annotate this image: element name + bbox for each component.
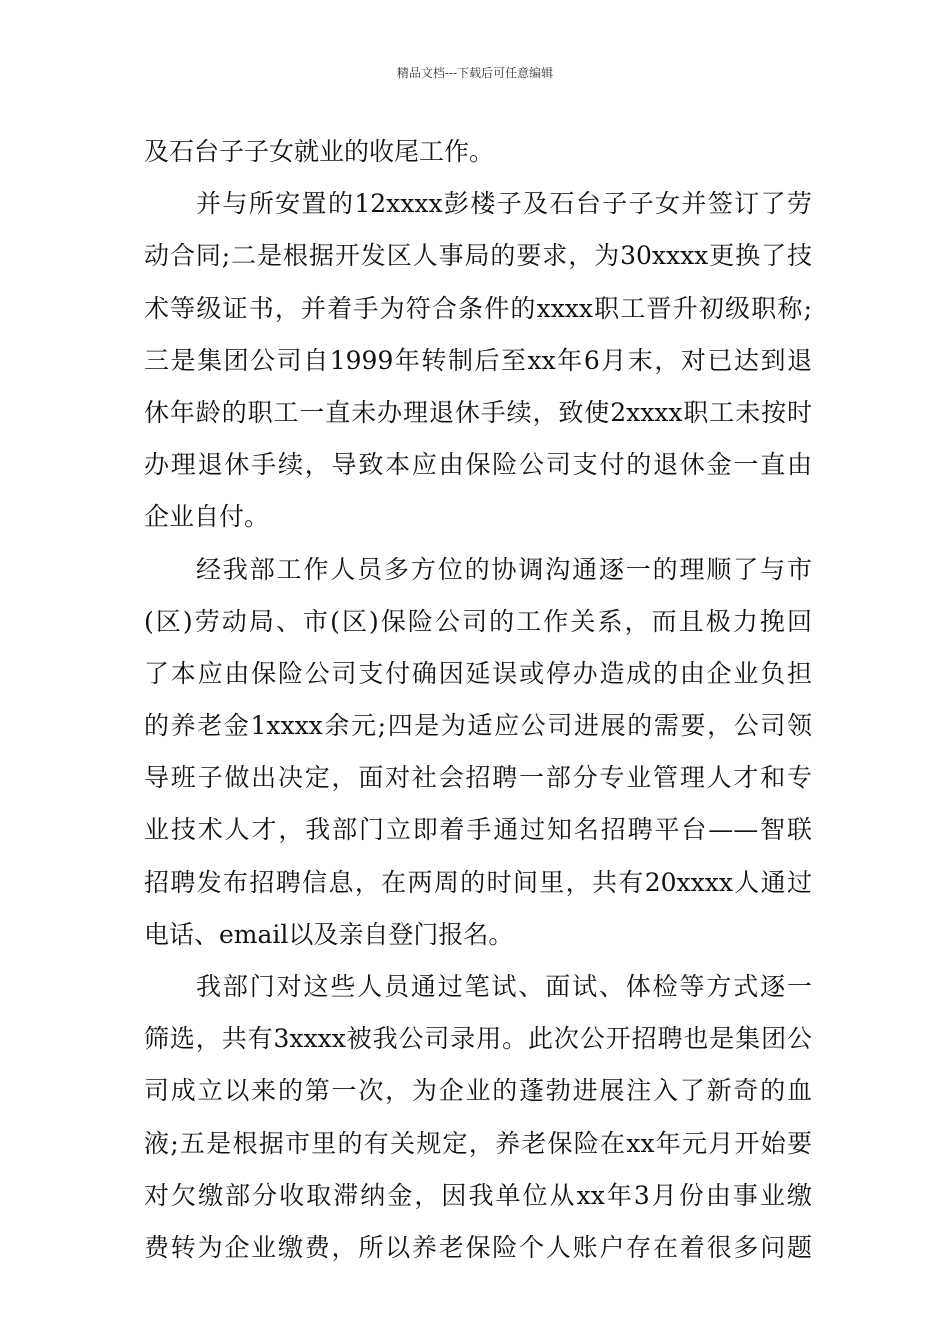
text-line: 费转为企业缴费，所以养老保险个人账户存在着很多问题 <box>144 1232 812 1262</box>
paragraph <box>144 544 812 962</box>
text-line: 业技术人才，我部门立即着手通过知名招聘平台——智联 <box>144 815 812 845</box>
text-line: 导班子做出决定，面对社会招聘一部分专业管理人才和专 <box>144 763 812 793</box>
text-line: 三是集团公司自1999年转制后至xx年6月末，对已达到退 <box>144 345 812 375</box>
text-line: 司成立以来的第一次，为企业的蓬勃进展注入了新奇的血 <box>144 1076 812 1106</box>
document-body <box>144 126 812 1274</box>
text-line: 了本应由保险公司支付确因延误或停办造成的由企业负担 <box>144 658 812 688</box>
text-line: 动合同;二是根据开发区人事局的要求，为30xxxx更换了技 <box>144 241 812 271</box>
text-line: 办理退休手续，导致本应由保险公司支付的退休金一直由 <box>144 450 812 480</box>
text-line: 对欠缴部分收取滞纳金，因我单位从xx年3月份由事业缴 <box>144 1180 812 1210</box>
text-line: 休年龄的职工一直未办理退休手续，致使2xxxx职工未按时 <box>144 397 812 427</box>
text-line: 筛选，共有3xxxx被我公司录用。此次公开招聘也是集团公 <box>144 1024 812 1054</box>
paragraph <box>144 178 812 543</box>
text-line: 企业自付。 <box>144 502 270 532</box>
text-line: 液;五是根据市里的有关规定，养老保险在xx年元月开始要 <box>144 1128 812 1158</box>
text-line: 我部门对这些人员通过笔试、面试、体检等方式逐一 <box>196 972 812 1001</box>
text-line: 经我部工作人员多方位的协调沟通逐一的理顺了与市 <box>196 554 812 584</box>
text-line: 及石台子子女就业的收尾工作。 <box>144 137 495 166</box>
text-line: 术等级证书，并着手为符合条件的xxxx职工晋升初级职称; <box>144 293 812 323</box>
text-line: (区)劳动局、市(区)保险公司的工作关系，而且极力挽回 <box>144 606 812 636</box>
text-line: 电话、email以及亲自登门报名。 <box>144 919 514 949</box>
text-line: 的养老金1xxxx余元;四是为适应公司进展的需要，公司领 <box>144 711 812 741</box>
paragraph <box>144 961 812 1274</box>
text-line: 招聘发布招聘信息，在两周的时间里，共有20xxxx人通过 <box>144 867 812 897</box>
page-header: 精品文档---下载后可任意编辑 <box>396 66 554 80</box>
paragraph <box>144 126 812 178</box>
text-line: 并与所安置的12xxxx彭楼子及石台子子女并签订了劳 <box>196 189 812 219</box>
